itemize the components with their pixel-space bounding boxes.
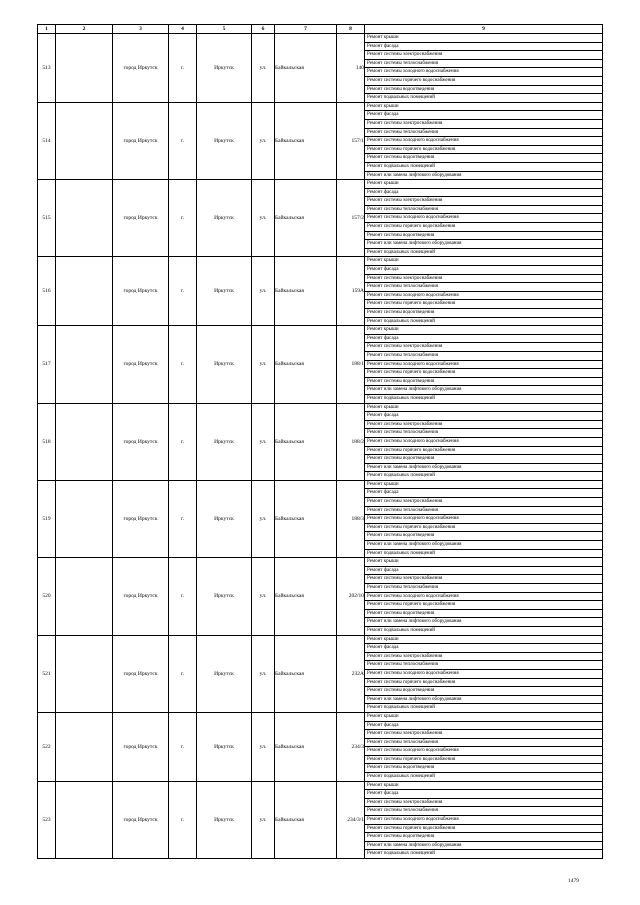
work-item: Ремонт системы теплоснабжения: [365, 583, 602, 592]
row-number: 523: [38, 781, 56, 858]
row-number: 519: [38, 480, 56, 557]
municipality-cell: город Иркутск: [113, 34, 169, 103]
locality-cell: Иркутск: [197, 712, 252, 781]
row-number: 514: [38, 102, 56, 179]
table-row: [38, 257, 603, 326]
locality-type-cell: г.: [169, 635, 197, 712]
work-item: Ремонт фасада: [365, 42, 602, 51]
work-item: Ремонт системы электроснабжения: [365, 50, 602, 59]
work-item: Ремонт подвальных помещений: [365, 93, 602, 102]
region-cell: [56, 635, 113, 712]
region-cell: [56, 558, 113, 635]
row-number: 521: [38, 635, 56, 712]
works-list: [365, 635, 603, 712]
row-number: 518: [38, 403, 56, 480]
region-cell: [56, 480, 113, 557]
locality-cell: Иркутск: [197, 34, 252, 103]
street-type-cell: ул.: [252, 480, 275, 557]
table-row: [38, 102, 603, 179]
row-number: 515: [38, 180, 56, 257]
locality-cell: Иркутск: [197, 403, 252, 480]
table-row: [38, 781, 603, 858]
work-item: Ремонт или замена лифтового оборудования: [365, 540, 602, 549]
work-item: Ремонт системы теплоснабжения: [365, 205, 602, 214]
work-item: Ремонт или замена лифтового оборудования: [365, 385, 602, 394]
works-list: [365, 180, 603, 257]
house-number-cell: 234/3: [337, 712, 365, 781]
works-list: [365, 257, 603, 326]
table-body: [38, 25, 603, 859]
row-number: 513: [38, 34, 56, 103]
work-item: Ремонт системы теплоснабжения: [365, 506, 602, 515]
work-item: Ремонт фасада: [365, 721, 602, 730]
municipality-cell: город Иркутск: [113, 480, 169, 557]
locality-cell: Иркутск: [197, 781, 252, 858]
work-item: Ремонт системы водоотведения: [365, 832, 602, 841]
work-item: Ремонт системы теплоснабжения: [365, 806, 602, 815]
work-item: Ремонт системы электроснабжения: [365, 574, 602, 583]
locality-type-cell: г.: [169, 257, 197, 326]
region-cell: [56, 712, 113, 781]
work-item: Ремонт или замена лифтового оборудования: [365, 841, 602, 850]
street-type-cell: ул.: [252, 326, 275, 403]
municipality-cell: город Иркутск: [113, 102, 169, 179]
work-item: Ремонт фасада: [365, 188, 602, 197]
work-item: Ремонт крыши: [367, 481, 399, 487]
work-item: Ремонт системы электроснабжения: [365, 420, 602, 429]
municipality-cell: город Иркутск: [113, 326, 169, 403]
work-item: Ремонт системы водоотведения: [365, 763, 602, 772]
house-number-cell: 202/10: [337, 558, 365, 635]
work-item: Ремонт системы холодного водоснабжения: [365, 514, 602, 523]
col-header-6: 6: [252, 25, 275, 34]
municipality-cell: город Иркутск: [113, 257, 169, 326]
house-number-cell: 159А: [337, 257, 365, 326]
work-item: Ремонт системы холодного водоснабжения: [365, 592, 602, 601]
locality-type-cell: г.: [169, 102, 197, 179]
work-item: Ремонт подвальных помещений: [365, 471, 602, 480]
work-item: Ремонт фасада: [365, 265, 602, 274]
work-item: Ремонт подвальных помещений: [365, 772, 602, 781]
house-number-cell: 157/2: [337, 180, 365, 257]
works-list: [365, 781, 603, 858]
header-row: [38, 25, 603, 34]
col-header-1: 1: [38, 25, 56, 34]
work-item: Ремонт крыши: [367, 327, 399, 333]
work-item: Ремонт системы горячего водоснабжения: [365, 446, 602, 455]
region-cell: [56, 180, 113, 257]
work-item: Ремонт системы холодного водоснабжения: [365, 67, 602, 76]
work-item: Ремонт системы холодного водоснабжения: [365, 213, 602, 222]
house-number-cell: 157/1: [337, 102, 365, 179]
work-item: Ремонт системы горячего водоснабжения: [365, 222, 602, 231]
work-item: Ремонт системы горячего водоснабжения: [365, 145, 602, 154]
work-item: Ремонт фасада: [365, 334, 602, 343]
work-item: Ремонт системы теплоснабжения: [365, 282, 602, 291]
work-item: Ремонт системы теплоснабжения: [365, 738, 602, 747]
table-row: [38, 635, 603, 712]
house-number-cell: 188/1: [337, 326, 365, 403]
locality-cell: Иркутск: [197, 257, 252, 326]
work-item: Ремонт системы теплоснабжения: [365, 428, 602, 437]
region-cell: [56, 102, 113, 179]
street-cell: Байкальская: [275, 480, 337, 557]
house-number-cell: 140: [337, 34, 365, 103]
locality-type-cell: г.: [169, 558, 197, 635]
street-type-cell: ул.: [252, 102, 275, 179]
table-row: [38, 403, 603, 480]
work-item: Ремонт фасада: [365, 566, 602, 575]
street-cell: Байкальская: [275, 180, 337, 257]
municipality-cell: город Иркутск: [113, 403, 169, 480]
locality-cell: Иркутск: [197, 102, 252, 179]
work-item: Ремонт системы электроснабжения: [365, 497, 602, 506]
locality-cell: Иркутск: [197, 326, 252, 403]
works-list: [365, 326, 603, 403]
street-cell: Байкальская: [275, 403, 337, 480]
work-item: Ремонт системы теплоснабжения: [365, 351, 602, 360]
work-item: Ремонт системы водоотведения: [365, 454, 602, 463]
work-item: Ремонт системы горячего водоснабжения: [365, 299, 602, 308]
work-item: Ремонт системы водоотведения: [365, 377, 602, 386]
work-item: Ремонт системы электроснабжения: [365, 729, 602, 738]
street-cell: Байкальская: [275, 34, 337, 103]
house-number-cell: 188/3: [337, 480, 365, 557]
locality-type-cell: г.: [169, 180, 197, 257]
works-list: [365, 403, 603, 480]
street-cell: Байкальская: [275, 326, 337, 403]
locality-type-cell: г.: [169, 326, 197, 403]
work-item: Ремонт системы горячего водоснабжения: [365, 824, 602, 833]
work-item: Ремонт или замена лифтового оборудования: [365, 463, 602, 472]
street-type-cell: ул.: [252, 180, 275, 257]
table-row: [38, 558, 603, 635]
work-item: Ремонт подвальных помещений: [365, 849, 602, 858]
region-cell: [56, 257, 113, 326]
locality-cell: Иркутск: [197, 558, 252, 635]
street-cell: Байкальская: [275, 712, 337, 781]
street-cell: Байкальская: [275, 781, 337, 858]
municipality-cell: город Иркутск: [113, 781, 169, 858]
work-item: Ремонт системы электроснабжения: [365, 798, 602, 807]
work-item: Ремонт подвальных помещений: [365, 317, 602, 326]
locality-cell: Иркутск: [197, 635, 252, 712]
municipality-cell: город Иркутск: [113, 558, 169, 635]
work-item: Ремонт системы горячего водоснабжения: [365, 755, 602, 764]
work-item: Ремонт крыши: [367, 559, 399, 565]
work-item: Ремонт системы водоотведения: [365, 231, 602, 240]
work-item: Ремонт крыши: [367, 35, 399, 40]
work-item: Ремонт системы водоотведения: [365, 531, 602, 540]
region-cell: [56, 403, 113, 480]
work-item: Ремонт подвальных помещений: [365, 248, 602, 257]
col-header-4: 4: [169, 25, 197, 34]
work-item: Ремонт системы горячего водоснабжения: [365, 76, 602, 85]
col-header-9: 9: [365, 25, 603, 34]
locality-type-cell: г.: [169, 403, 197, 480]
page-number: 1479: [568, 878, 579, 884]
region-cell: [56, 781, 113, 858]
work-item: Ремонт подвальных помещений: [365, 626, 602, 635]
work-item: Ремонт крыши: [367, 181, 399, 187]
work-item: Ремонт или замена лифтового оборудования: [365, 171, 602, 180]
table-row: [38, 180, 603, 257]
street-type-cell: ул.: [252, 635, 275, 712]
work-item: Ремонт фасада: [365, 488, 602, 497]
row-number: 520: [38, 558, 56, 635]
region-cell: [56, 326, 113, 403]
work-item: Ремонт системы электроснабжения: [365, 342, 602, 351]
work-item: Ремонт крыши: [367, 103, 399, 109]
work-item: Ремонт крыши: [367, 404, 399, 410]
street-type-cell: ул.: [252, 781, 275, 858]
work-item: Ремонт системы водоотведения: [365, 686, 602, 695]
work-item: Ремонт системы электроснабжения: [365, 652, 602, 661]
work-item: Ремонт крыши: [367, 782, 399, 788]
row-number: 516: [38, 257, 56, 326]
work-item: Ремонт системы холодного водоснабжения: [365, 746, 602, 755]
house-number-cell: 234/3/1: [337, 781, 365, 858]
work-item: Ремонт подвальных помещений: [365, 703, 602, 712]
work-item: Ремонт системы горячего водоснабжения: [365, 600, 602, 609]
work-item: Ремонт системы теплоснабжения: [365, 128, 602, 137]
col-header-8: 8: [337, 25, 365, 34]
municipality-cell: город Иркутск: [113, 180, 169, 257]
street-type-cell: ул.: [252, 558, 275, 635]
street-type-cell: ул.: [252, 403, 275, 480]
table-row: [38, 326, 603, 403]
work-item: Ремонт системы холодного водоснабжения: [365, 136, 602, 145]
street-type-cell: ул.: [252, 257, 275, 326]
locality-type-cell: г.: [169, 34, 197, 103]
house-number-cell: 232А: [337, 635, 365, 712]
work-item: Ремонт фасада: [365, 789, 602, 798]
row-number: 517: [38, 326, 56, 403]
col-header-7: 7: [275, 25, 337, 34]
work-item: Ремонт системы холодного водоснабжения: [365, 437, 602, 446]
works-list: [365, 34, 603, 103]
work-item: Ремонт крыши: [367, 713, 399, 719]
work-item: Ремонт или замена лифтового оборудования: [365, 695, 602, 704]
col-header-5: 5: [197, 25, 252, 34]
work-item: Ремонт системы электроснабжения: [365, 119, 602, 128]
work-item: Ремонт системы горячего водоснабжения: [365, 523, 602, 532]
work-item: Ремонт подвальных помещений: [365, 394, 602, 403]
table-row: [38, 480, 603, 557]
work-item: Ремонт системы холодного водоснабжения: [365, 669, 602, 678]
work-item: Ремонт системы теплоснабжения: [365, 59, 602, 68]
street-type-cell: ул.: [252, 712, 275, 781]
street-cell: Байкальская: [275, 102, 337, 179]
work-item: Ремонт системы электроснабжения: [365, 196, 602, 205]
register-table: [37, 24, 603, 859]
region-cell: [56, 34, 113, 103]
table-row: [38, 34, 603, 103]
row-number: 522: [38, 712, 56, 781]
work-item: Ремонт системы водоотведения: [365, 153, 602, 162]
work-item: Ремонт системы электроснабжения: [365, 274, 602, 283]
work-item: Ремонт системы холодного водоснабжения: [365, 360, 602, 369]
work-item: Ремонт или замена лифтового оборудования: [365, 617, 602, 626]
works-list: [365, 102, 603, 179]
work-item: Ремонт или замена лифтового оборудования: [365, 239, 602, 248]
works-list: [365, 480, 603, 557]
work-item: Ремонт фасада: [365, 110, 602, 119]
work-item: Ремонт системы теплоснабжения: [365, 660, 602, 669]
work-item: Ремонт системы горячего водоснабжения: [365, 368, 602, 377]
work-item: Ремонт системы холодного водоснабжения: [365, 815, 602, 824]
work-item: Ремонт крыши: [367, 258, 399, 264]
locality-type-cell: г.: [169, 480, 197, 557]
locality-type-cell: г.: [169, 712, 197, 781]
street-type-cell: ул.: [252, 34, 275, 103]
work-item: Ремонт подвальных помещений: [365, 162, 602, 171]
street-cell: Байкальская: [275, 635, 337, 712]
work-item: Ремонт системы водоотведения: [365, 85, 602, 94]
works-list: [365, 712, 603, 781]
street-cell: Байкальская: [275, 257, 337, 326]
locality-type-cell: г.: [169, 781, 197, 858]
work-item: Ремонт фасада: [365, 411, 602, 420]
work-item: Ремонт системы водоотведения: [365, 609, 602, 618]
works-list: [365, 558, 603, 635]
work-item: Ремонт подвальных помещений: [365, 549, 602, 558]
work-item: Ремонт фасада: [365, 643, 602, 652]
table-row: [38, 712, 603, 781]
work-item: Ремонт системы холодного водоснабжения: [365, 291, 602, 300]
locality-cell: Иркутск: [197, 180, 252, 257]
work-item: Ремонт крыши: [367, 636, 399, 642]
col-header-3: 3: [113, 25, 169, 34]
street-cell: Байкальская: [275, 558, 337, 635]
work-item: Ремонт системы горячего водоснабжения: [365, 678, 602, 687]
col-header-2: 2: [56, 25, 113, 34]
municipality-cell: город Иркутск: [113, 712, 169, 781]
work-item: Ремонт системы водоотведения: [365, 308, 602, 317]
municipality-cell: город Иркутск: [113, 635, 169, 712]
house-number-cell: 188/2: [337, 403, 365, 480]
locality-cell: Иркутск: [197, 480, 252, 557]
